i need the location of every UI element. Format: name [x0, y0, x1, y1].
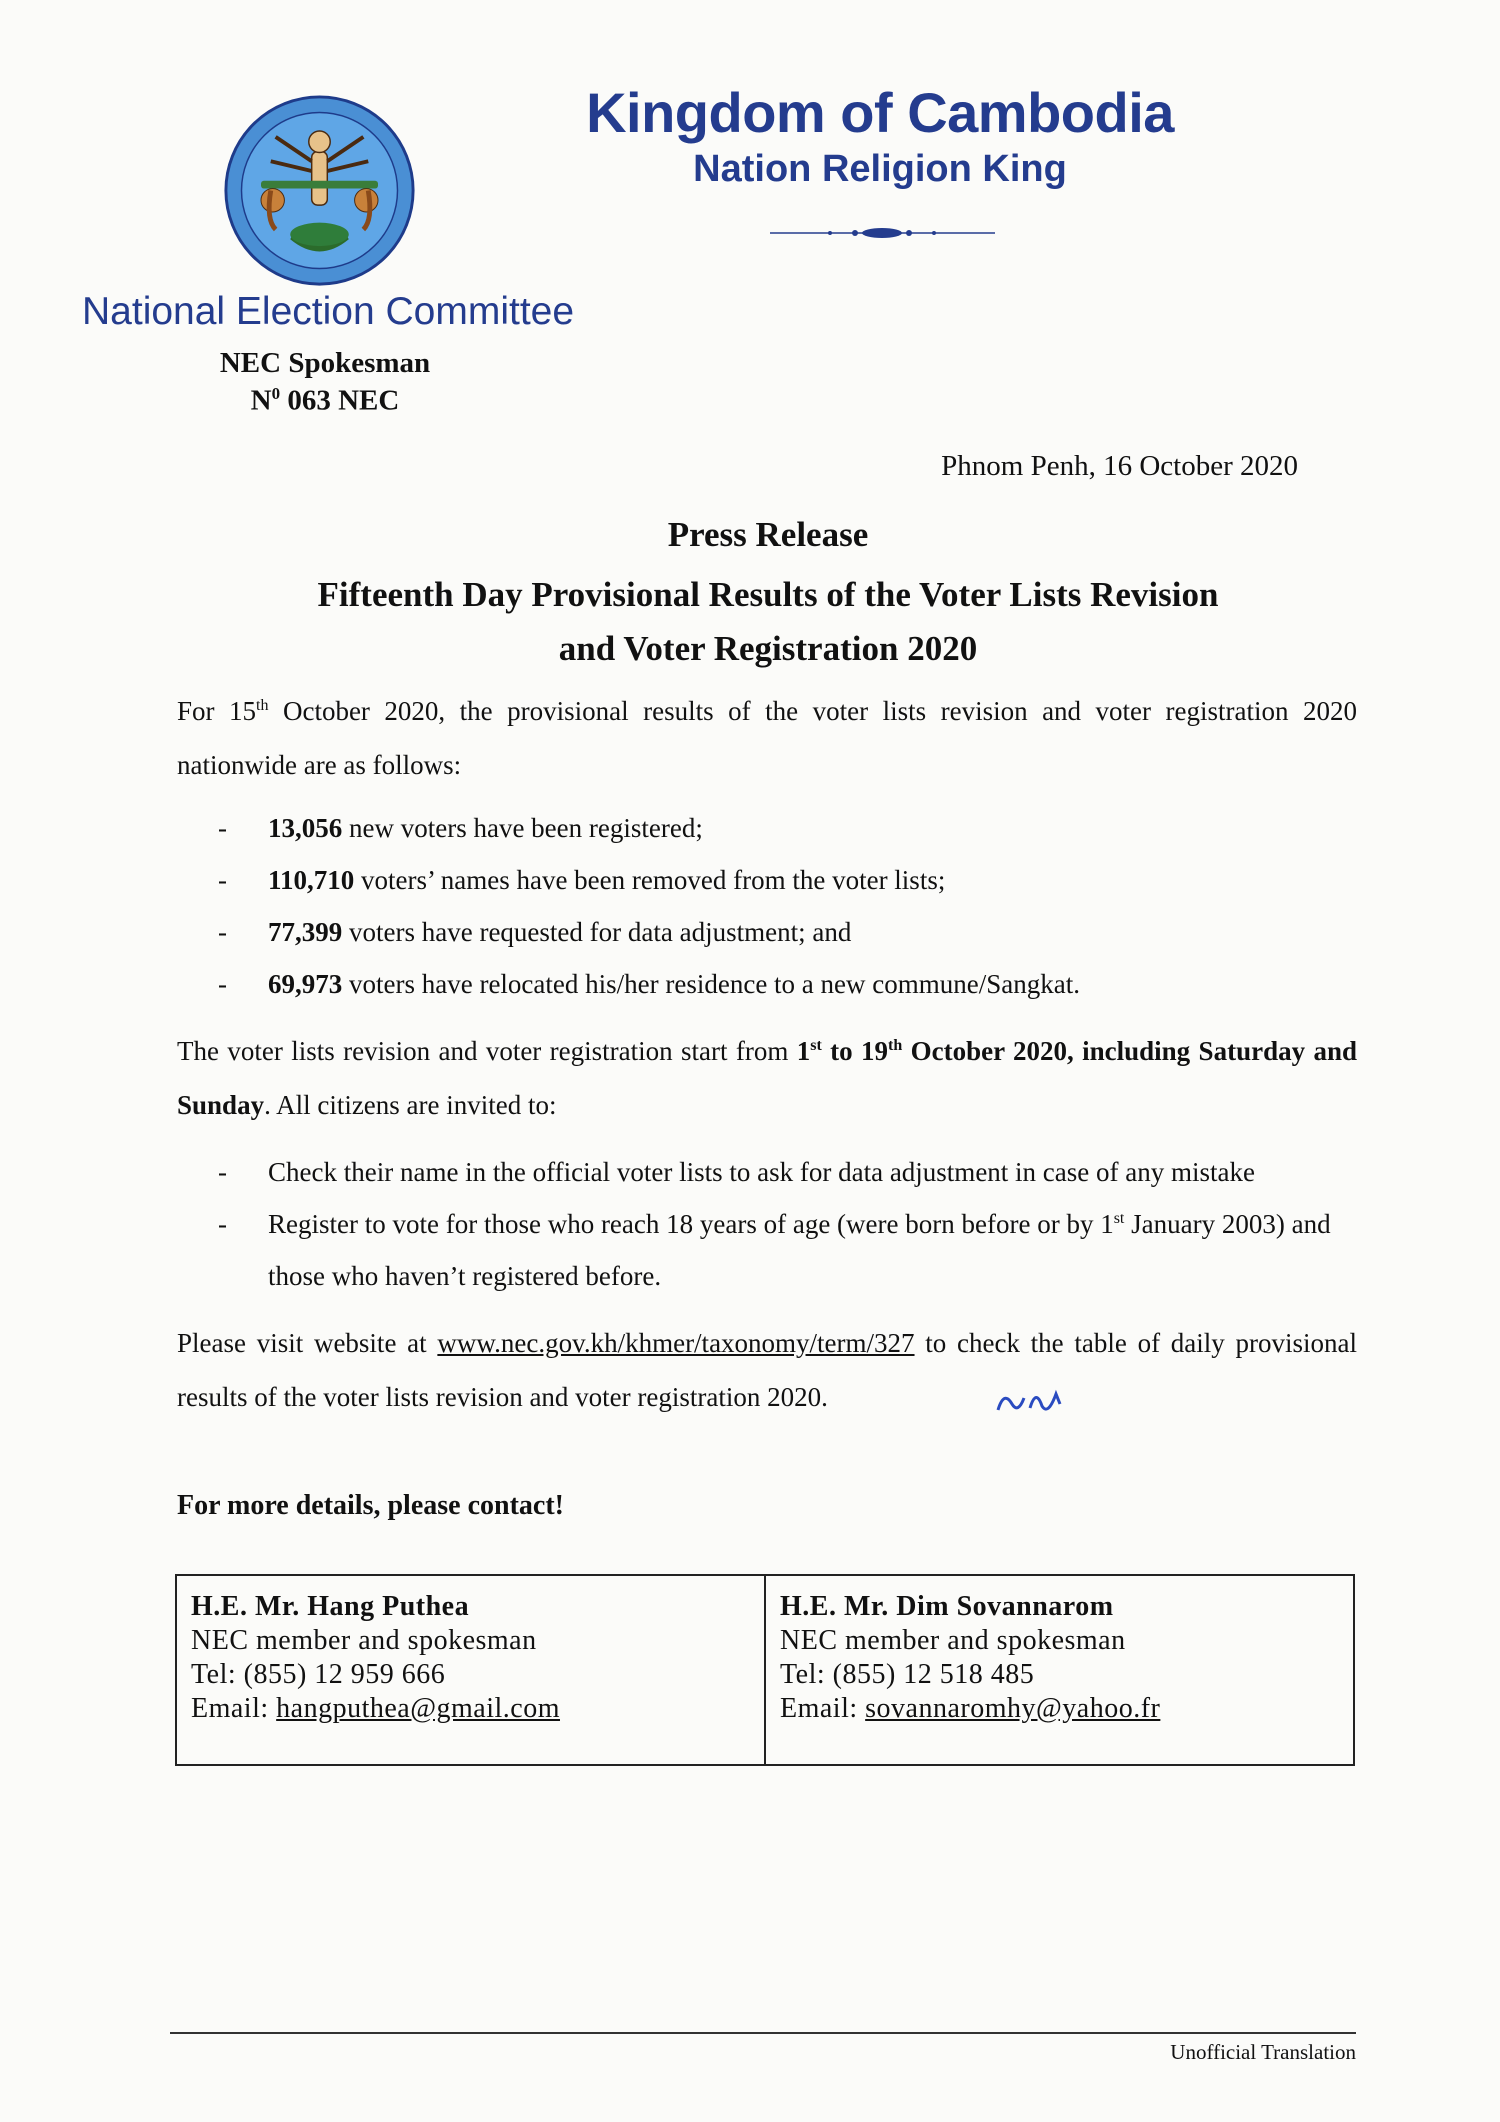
list-item: - Register to vote for those who reach 18 years of age (were born before or by 1st January 2003) and those who haven’t registered before.	[218, 1209, 1331, 1291]
list-item: - Check their name in the official voter lists to ask for data adjustment in case of any mistake	[218, 1157, 1255, 1187]
invitation-list	[218, 1146, 1358, 1302]
footer-note: Unofficial Translation	[1170, 2040, 1356, 2064]
list-item: - 13,056 new voters have been registered;	[218, 813, 703, 843]
press-release-heading: Press Release	[667, 515, 869, 554]
handwritten-initials-icon	[990, 1380, 1070, 1420]
contact-phone: Tel: (855) 12 959 666	[191, 1659, 446, 1690]
ornament-divider-icon	[770, 222, 995, 244]
contact-card	[764, 1576, 1353, 1764]
intro-paragraph: For 15th October 2020, the provisional results of the voter lists revision and voter registration 2020 nationwide are as follows:	[177, 696, 1357, 780]
results-list	[218, 802, 1358, 1010]
list-item: - 110,710 voters’ names have been removed from the voter lists;	[218, 865, 946, 895]
contact-email-line: Email: sovannaromhy@yahoo.fr	[780, 1693, 1161, 1724]
footer-divider	[170, 2032, 1356, 2034]
contact-phone: Tel: (855) 12 518 485	[780, 1659, 1035, 1690]
date-line: Phnom Penh, 16 October 2020	[941, 450, 1298, 482]
national-motto: Nation Religion King	[693, 148, 1067, 190]
department-name: NEC Spokesman	[219, 347, 431, 379]
contact-name: H.E. Mr. Dim Sovannarom	[780, 1591, 1114, 1622]
email-link[interactable]: sovannaromhy@yahoo.fr	[865, 1693, 1161, 1724]
schedule-paragraph: The voter lists revision and voter registration start from 1st to 19th October 2020, including Saturday and Sunday. All citizens are invited to:	[177, 1036, 1357, 1120]
reference-number: $N^0$ 063 NEC	[250, 384, 400, 417]
organization-name: National Election Committee	[82, 290, 575, 333]
list-item: - 77,399 voters have requested for data adjustment; and	[218, 917, 852, 947]
contact-email-line: Email: hangputhea@gmail.com	[191, 1693, 560, 1724]
website-paragraph: Please visit website at www.nec.gov.kh/khmer/taxonomy/term/327 to check the table of daily provisional results of the voter lists revision and voter registration 2020.	[177, 1328, 1358, 1412]
contact-name: H.E. Mr. Hang Puthea	[191, 1591, 470, 1622]
contact-role: NEC member and spokesman	[780, 1625, 1126, 1656]
contact-role: NEC member and spokesman	[191, 1625, 537, 1656]
contact-heading: For more details, please contact!	[177, 1490, 564, 1521]
list-item: - 69,973 voters have relocated his/her residence to a new commune/Sangkat.	[218, 969, 1080, 999]
email-link[interactable]: hangputhea@gmail.com	[276, 1693, 560, 1724]
country-title: Kingdom of Cambodia	[586, 81, 1174, 144]
press-release-subtitle: Fifteenth Day Provisional Results of the Voter Lists Revision and Voter Registration 2020	[317, 575, 1219, 668]
contact-card	[177, 1576, 764, 1764]
contact-table	[175, 1574, 1355, 1766]
website-link[interactable]: www.nec.gov.kh/khmer/taxonomy/term/327	[437, 1328, 915, 1358]
nec-emblem-icon	[222, 93, 417, 288]
